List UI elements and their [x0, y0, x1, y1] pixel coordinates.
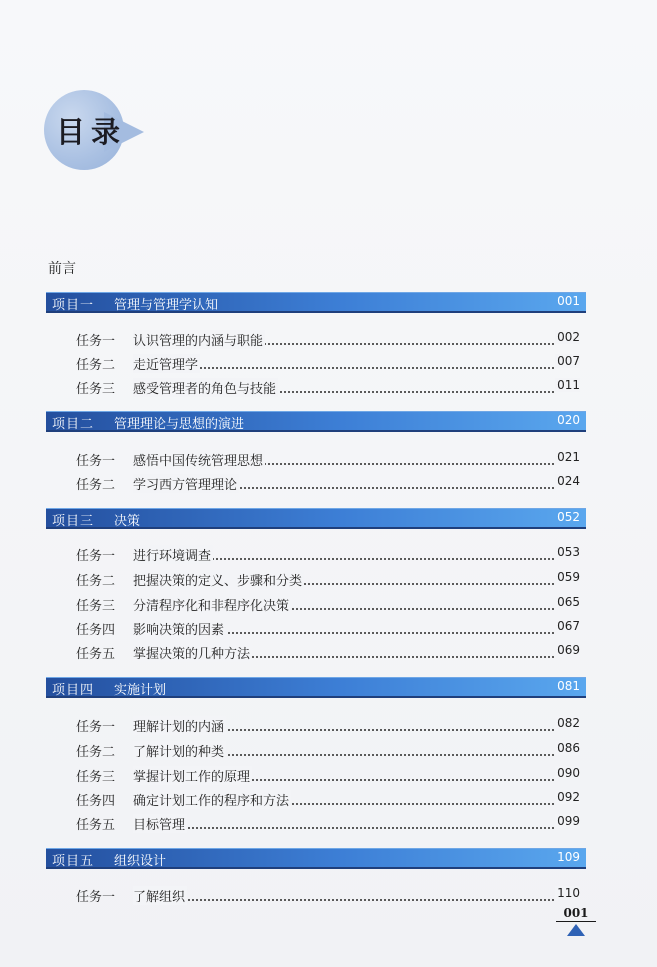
- project-page-number: 052: [557, 510, 580, 524]
- task-number: 任务二: [76, 358, 116, 373]
- task-title: 了解计划的种类: [133, 741, 226, 760]
- task-page-number: 086: [557, 741, 580, 755]
- task-entry[interactable]: [76, 474, 580, 492]
- project-number: 项目五: [52, 854, 95, 869]
- project-title: 管理理论与思想的演进: [114, 417, 245, 432]
- task-page-number: 024: [557, 474, 580, 488]
- task-page-number: 110: [557, 886, 580, 900]
- task-title: 感受管理者的角色与技能: [133, 378, 278, 397]
- task-number: 任务五: [76, 818, 116, 833]
- task-number: 任务三: [76, 599, 116, 614]
- task-page-number: 099: [557, 814, 580, 828]
- task-title: 理解计划的内涵: [133, 716, 226, 735]
- project-title: 实施计划: [114, 683, 167, 698]
- task-page-number: 007: [557, 354, 580, 368]
- project-header-5[interactable]: [46, 848, 586, 868]
- dot-leader: [133, 899, 554, 901]
- triangle-up-icon: [567, 924, 585, 936]
- task-number: 任务四: [76, 623, 116, 638]
- task-title: 把握决策的定义、步骤和分类: [133, 570, 304, 589]
- task-title: 掌握决策的几种方法: [133, 643, 252, 662]
- task-number: 任务一: [76, 334, 116, 349]
- task-page-number: 021: [557, 450, 580, 464]
- task-page-number: 092: [557, 790, 580, 804]
- task-title: 目标管理: [133, 814, 187, 833]
- task-page-number: 065: [557, 595, 580, 609]
- project-header-4[interactable]: [46, 677, 586, 697]
- task-entry[interactable]: [76, 595, 580, 613]
- task-entry[interactable]: [76, 741, 580, 759]
- page-number: 001: [556, 906, 596, 922]
- task-entry[interactable]: [76, 330, 580, 348]
- task-entry[interactable]: [76, 716, 580, 734]
- page-footer: [556, 906, 596, 936]
- task-page-number: 067: [557, 619, 580, 633]
- task-entry[interactable]: [76, 643, 580, 661]
- task-title: 学习西方管理理论: [133, 474, 239, 493]
- task-number: 任务一: [76, 454, 116, 469]
- dot-leader: [133, 827, 554, 829]
- task-entry[interactable]: [76, 766, 580, 784]
- project-title: 管理与管理学认知: [114, 298, 219, 313]
- task-title: 感悟中国传统管理思想: [133, 450, 265, 469]
- task-number: 任务五: [76, 647, 116, 662]
- task-title: 了解组织: [133, 886, 187, 905]
- task-title: 认识管理的内涵与职能: [133, 330, 265, 349]
- project-header-2[interactable]: [46, 411, 586, 431]
- task-title: 走近管理学: [133, 354, 200, 373]
- task-number: 任务一: [76, 549, 116, 564]
- task-entry[interactable]: [76, 354, 580, 372]
- task-title: 掌握计划工作的原理: [133, 766, 252, 785]
- task-number: 任务一: [76, 720, 116, 735]
- task-number: 任务二: [76, 478, 116, 493]
- task-title: 影响决策的因素: [133, 619, 226, 638]
- task-number: 任务三: [76, 382, 116, 397]
- task-entry[interactable]: [76, 886, 580, 904]
- project-number: 项目一: [52, 298, 95, 313]
- task-entry[interactable]: [76, 814, 580, 832]
- project-page-number: 001: [557, 294, 580, 308]
- task-entry[interactable]: [76, 619, 580, 637]
- task-page-number: 069: [557, 643, 580, 657]
- task-title: 进行环境调查: [133, 545, 213, 564]
- task-number: 任务三: [76, 770, 116, 785]
- project-number: 项目三: [52, 514, 95, 529]
- task-page-number: 053: [557, 545, 580, 559]
- task-entry[interactable]: [76, 570, 580, 588]
- project-title: 组织设计: [114, 854, 167, 869]
- toc-title-badge: [44, 90, 150, 172]
- project-header-3[interactable]: [46, 508, 586, 528]
- task-page-number: 082: [557, 716, 580, 730]
- project-title: 决策: [114, 514, 141, 529]
- task-page-number: 011: [557, 378, 580, 392]
- project-number: 项目四: [52, 683, 95, 698]
- task-entry[interactable]: [76, 378, 580, 396]
- task-entry[interactable]: [76, 545, 580, 563]
- project-number: 项目二: [52, 417, 95, 432]
- project-page-number: 081: [557, 679, 580, 693]
- project-header-1[interactable]: [46, 292, 586, 312]
- task-number: 任务一: [76, 890, 116, 905]
- task-page-number: 059: [557, 570, 580, 584]
- task-page-number: 002: [557, 330, 580, 344]
- task-title: 确定计划工作的程序和方法: [133, 790, 291, 809]
- task-page-number: 090: [557, 766, 580, 780]
- project-page-number: 109: [557, 850, 580, 864]
- task-number: 任务二: [76, 574, 116, 589]
- preface-entry[interactable]: 前言: [48, 261, 76, 277]
- task-entry[interactable]: [76, 450, 580, 468]
- task-number: 任务四: [76, 794, 116, 809]
- toc-title: 目录: [56, 115, 127, 149]
- task-title: 分清程序化和非程序化决策: [133, 595, 291, 614]
- task-number: 任务二: [76, 745, 116, 760]
- project-page-number: 020: [557, 413, 580, 427]
- task-entry[interactable]: [76, 790, 580, 808]
